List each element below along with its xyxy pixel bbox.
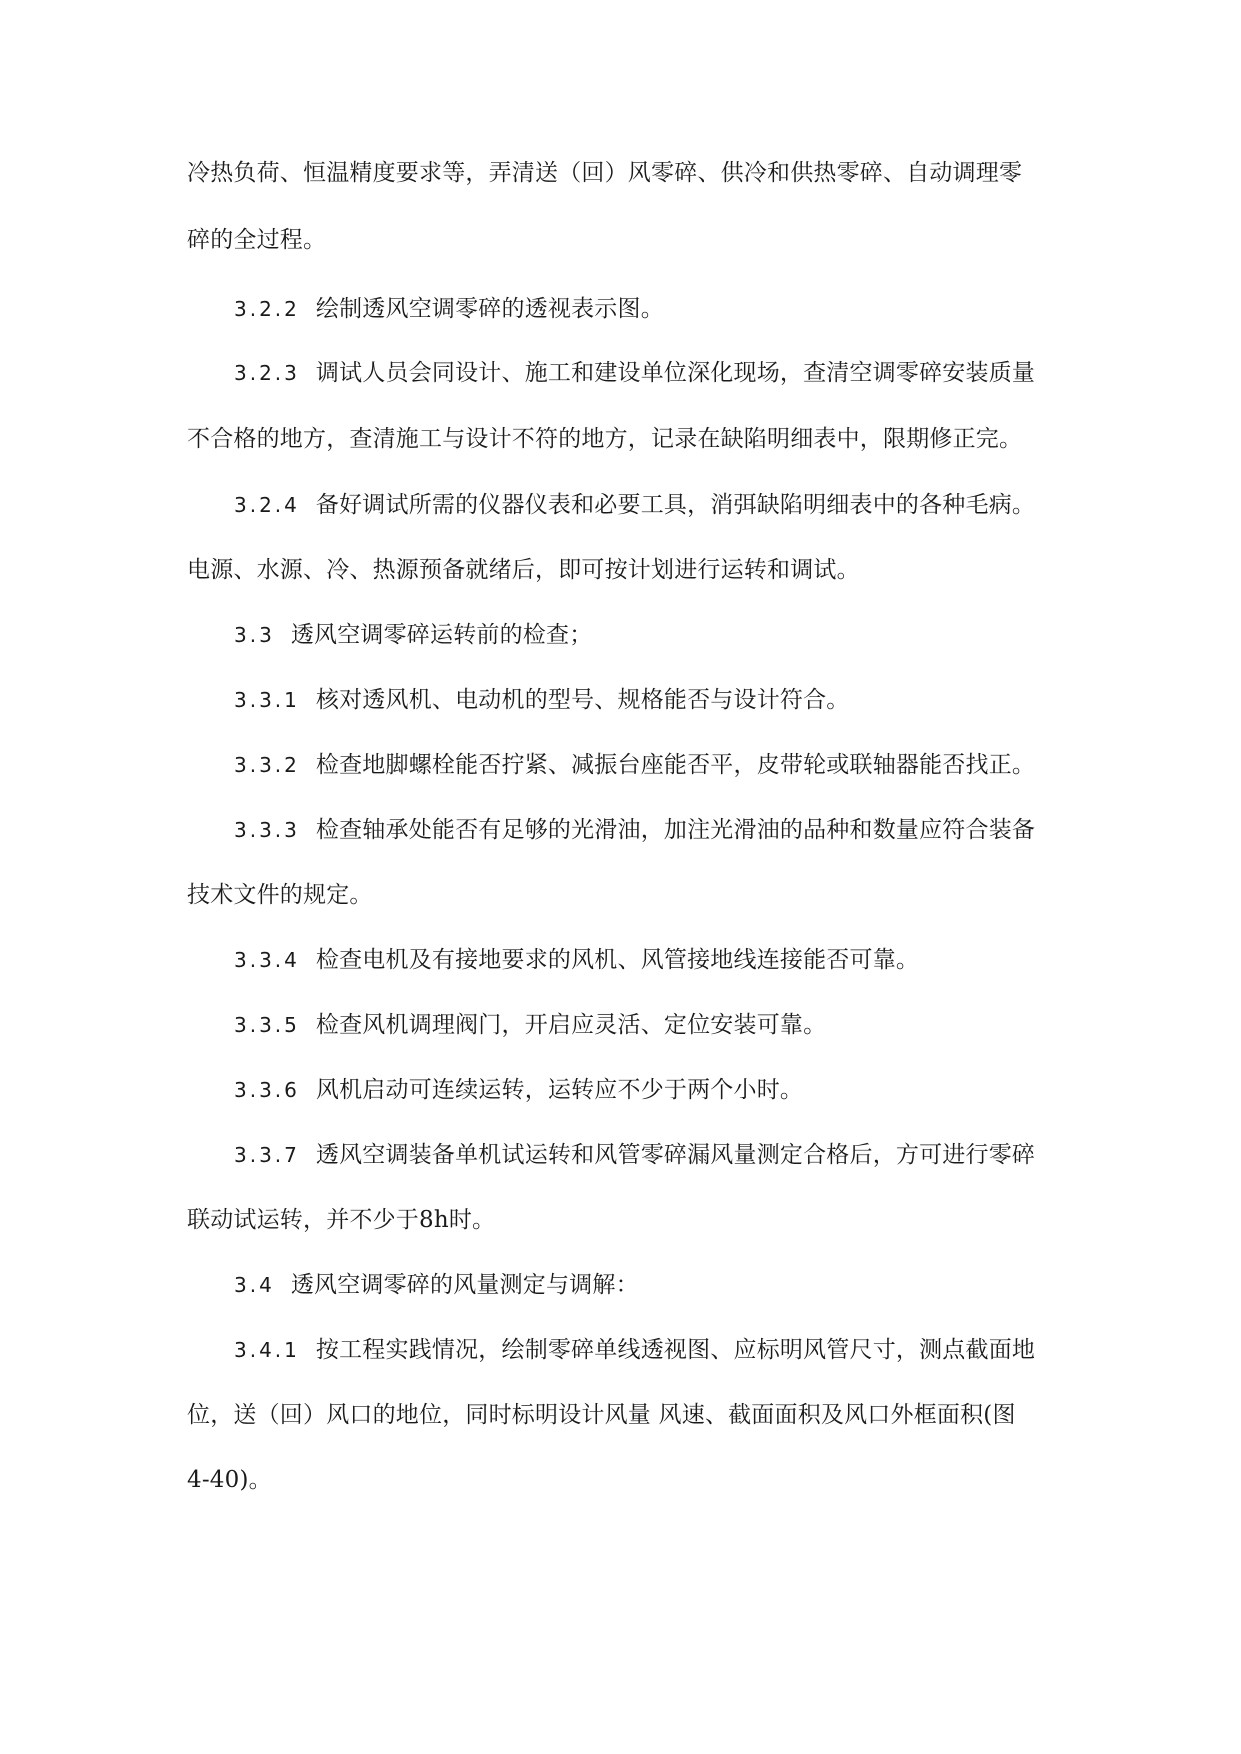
- section-number: 3.3.1: [234, 688, 300, 712]
- text-line: 技术文件的规定。: [187, 882, 373, 908]
- text-line: 位，送（回）风口的地位，同时标明设计风量 风速、截面面积及风口外框面积(图: [187, 1402, 1016, 1428]
- section-paragraph: 3.3.5 检查风机调理阀门，开启应灵活、定位安装可靠。: [234, 1012, 827, 1038]
- section-paragraph: 3.2.3 调试人员会同设计、施工和建设单位深化现场，查清空调零碎安装质量: [234, 360, 1036, 386]
- text-line: 电源、水源、冷、热源预备就绪后，即可按计划进行运转和调试。: [187, 557, 860, 583]
- section-paragraph: 3.3.4 检查电机及有接地要求的风机、风管接地线连接能否可靠。: [234, 947, 920, 973]
- section-number: 3.2.3: [234, 361, 300, 385]
- section-paragraph: 3.3.1 核对透风机、电动机的型号、规格能否与设计符合。: [234, 687, 850, 713]
- text-line: 碎的全过程。: [187, 227, 327, 253]
- section-heading: 3.3 透风空调零碎运转前的检查；: [234, 622, 593, 648]
- section-paragraph: 3.3.2 检查地脚螺栓能否拧紧、减振台座能否平，皮带轮或联轴器能否找正。: [234, 752, 1036, 778]
- text-line: 4-40)。: [187, 1467, 272, 1493]
- section-paragraph: 3.2.4 备好调试所需的仪器仪表和必要工具，消弭缺陷明细表中的各种毛病。: [234, 492, 1036, 518]
- section-number: 3.4: [234, 1273, 275, 1297]
- section-number: 3.3.5: [234, 1013, 300, 1037]
- section-number: 3.2.2: [234, 297, 300, 321]
- text-line: 不合格的地方，查清施工与设计不符的地方，记录在缺陷明细表中，限期修正完。: [187, 426, 1023, 452]
- text-line: 联动试运转，并不少于8h时。: [187, 1207, 496, 1233]
- section-paragraph: 3.4.1 按工程实践情况，绘制零碎单线透视图、应标明风管尺寸，测点截面地: [234, 1337, 1036, 1363]
- section-number: 3.3.7: [234, 1143, 300, 1167]
- section-number: 3.2.4: [234, 493, 300, 517]
- section-paragraph: 3.2.2 绘制透风空调零碎的透视表示图。: [234, 296, 664, 322]
- section-number: 3.3.3: [234, 818, 300, 842]
- section-number: 3.3.6: [234, 1078, 300, 1102]
- section-number: 3.3.2: [234, 753, 300, 777]
- section-paragraph: 3.3.3 检查轴承处能否有足够的光滑油，加注光滑油的品种和数量应符合装备: [234, 817, 1036, 843]
- section-paragraph: 3.3.6 风机启动可连续运转，运转应不少于两个小时。: [234, 1077, 804, 1103]
- section-heading: 3.4 透风空调零碎的风量测定与调解：: [234, 1272, 639, 1298]
- section-number: 3.3.4: [234, 948, 300, 972]
- section-number: 3.4.1: [234, 1338, 300, 1362]
- section-number: 3.3: [234, 623, 275, 647]
- section-paragraph: 3.3.7 透风空调装备单机试运转和风管零碎漏风量测定合格后，方可进行零碎: [234, 1142, 1036, 1168]
- text-line: 冷热负荷、恒温精度要求等，弄清送（回）风零碎、供冷和供热零碎、自动调理零: [187, 160, 1023, 186]
